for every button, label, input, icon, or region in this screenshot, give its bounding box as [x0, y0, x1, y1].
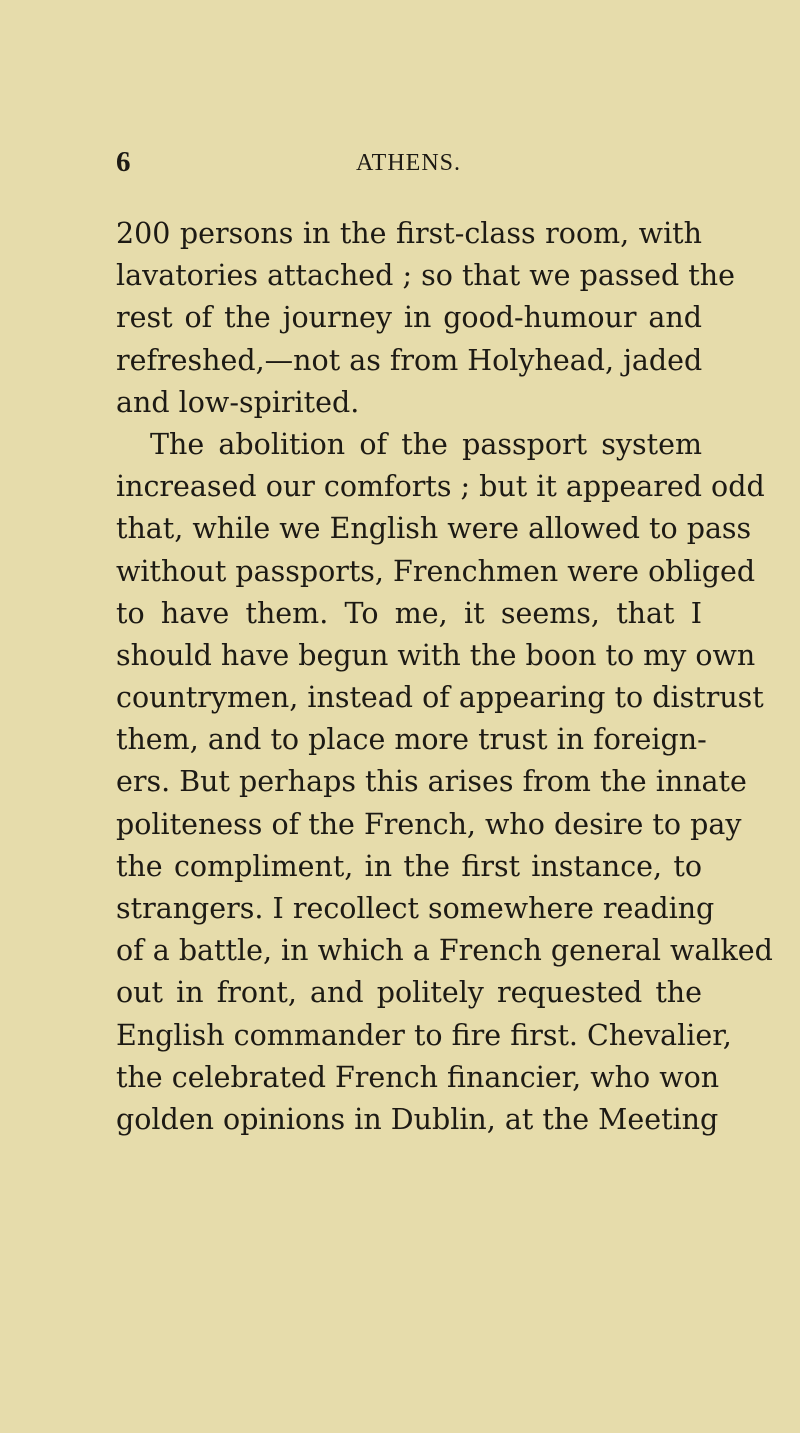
text-line: increased our comforts ; but it appeared odd [116, 470, 765, 504]
body-text [116, 213, 773, 1141]
running-title: ATHENS. [356, 150, 462, 176]
text-line: of a battle, in which a French general walked [116, 934, 773, 968]
text-line: to have them. To me, it seems, that I [116, 596, 702, 630]
text-line: politeness of the French, who desire to pay [116, 807, 742, 841]
text-line: the celebrated French financier, who won [116, 1060, 720, 1094]
text-line: The abolition of the passport system [150, 427, 702, 461]
text-line: strangers. I recollect somewhere reading [116, 892, 715, 925]
text-line: the compliment, in the first instance, to [116, 849, 702, 883]
text-line: ers. But perhaps this arises from the innate [116, 765, 747, 799]
text-line: should have begun with the boon to my own [116, 638, 756, 672]
text-line: English commander to fire first. Chevalier, [116, 1018, 732, 1052]
text-line: refreshed,—not as from Holyhead, jaded [116, 343, 703, 377]
running-head [116, 146, 696, 186]
text-line: lavatories attached ; so that we passed the [116, 259, 735, 293]
text-line: that, while we English were allowed to pass [116, 512, 752, 546]
text-line: out in front, and politely requested the [116, 976, 702, 1010]
text-line: countrymen, instead of appearing to distrust [116, 681, 764, 715]
text-line: rest of the journey in good-humour and [116, 301, 702, 335]
text-line: and low-spirited. [116, 385, 360, 419]
text-line: golden opinions in Dublin, at the Meeting [116, 1102, 719, 1136]
text-line: 200 persons in the first-class room, with [116, 217, 702, 250]
text-line: them, and to place more trust in foreign- [116, 723, 707, 757]
page-number: 6 [116, 146, 131, 178]
text-line: without passports, Frenchmen were obliged [116, 554, 756, 588]
